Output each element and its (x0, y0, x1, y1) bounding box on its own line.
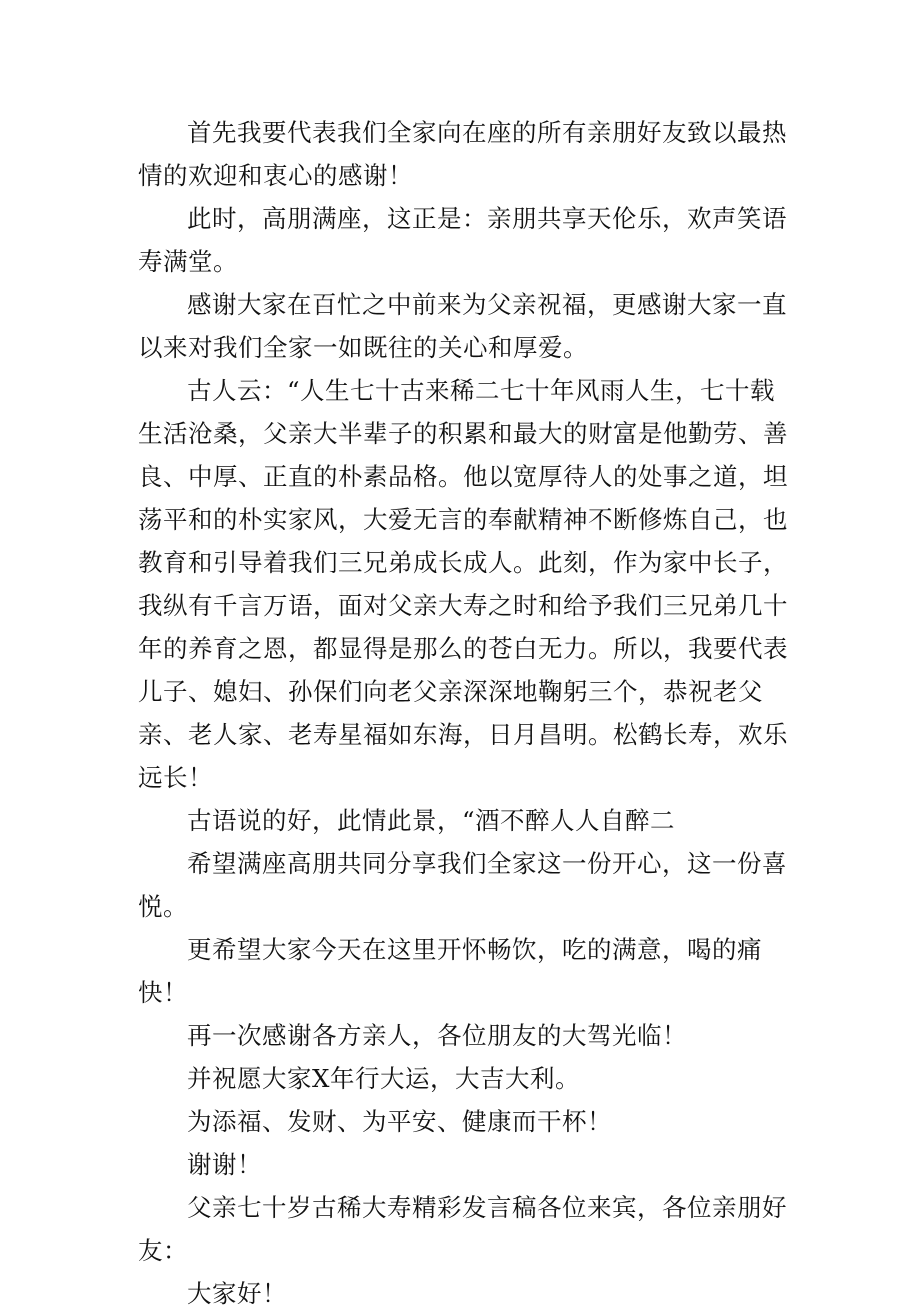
paragraph-wishes: 并祝愿大家X年行大运，大吉大利。 (187, 1064, 580, 1093)
paragraph-title-greeting: 父亲七十岁古稀大寿精彩发言稿各位来宾，各位亲朋好友： (138, 1193, 787, 1265)
paragraph-thanks: 感谢大家在百忙之中前来为父亲祝福，更感谢大家一直以来对我们全家一如既往的关心和厚爱。 (138, 290, 787, 362)
paragraph-enjoy: 更希望大家今天在这里开怀畅饮，吃的满意，喝的痛快！ (138, 935, 762, 1007)
paragraph-share: 希望满座高朋共同分享我们全家这一份开心，这一份喜悦。 (138, 849, 787, 921)
paragraph-welcome: 首先我要代表我们全家向在座的所有亲朋好友致以最热情的欢迎和衷心的感谢！ (138, 118, 787, 190)
paragraph-hello: 大家好！ (187, 1279, 287, 1308)
paragraph-tribute: 古人云：“人生七十古来稀二七十年风雨人生，七十载生活沧桑，父亲大半辈子的积累和最大的财富是他勤劳、善良、中厚、正直的朴素品格。他以宽厚待人的处事之道，坦荡平和的朴实家风，大爱无言的奉献精神不断修炼自己，也教育和引导着我们三兄弟成长成人。此刻，作为家中长子，我纵有千言万语，面对父亲大寿之时和给予我们三兄弟几十年的养育之恩，都显得是那么的苍白无力。所以，我要代表儿子、媳妇、孙保们向老父亲深深地鞠躬三个，恭祝老父亲、老人家、老寿星福如东海，日月昌明。松鹤长寿，欢乐远长！ (138, 376, 788, 792)
paragraph-guests: 此时，高朋满座，这正是：亲朋共享天伦乐，欢声笑语寿满堂。 (138, 204, 787, 276)
paragraph-toast: 为添福、发财、为平安、健康而干杯！ (187, 1107, 612, 1136)
paragraph-thank-you: 谢谢！ (187, 1150, 262, 1179)
document-body (138, 111, 788, 1315)
paragraph-saying: 古语说的好，此情此景，“酒不醉人人自醉二 (187, 806, 676, 835)
paragraph-thanks-again: 再一次感谢各方亲人，各位朋友的大驾光临！ (187, 1021, 687, 1050)
